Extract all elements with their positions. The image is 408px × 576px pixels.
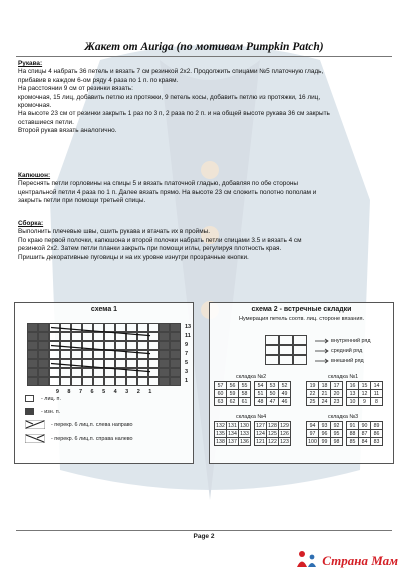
legend-cross-right: - перекр. 6 лиц.п. справа налево bbox=[51, 436, 133, 442]
fold-cell: 16 bbox=[347, 382, 359, 390]
fold-cell: 100 bbox=[308, 438, 317, 445]
fold-cell: 10 bbox=[347, 398, 359, 406]
sleeves-line: На расстоянии 9 см от резинки вязать: bbox=[18, 85, 133, 93]
row-arrows-icon bbox=[315, 337, 329, 373]
fold-cell: 121 bbox=[256, 438, 265, 445]
section-sleeves bbox=[18, 60, 392, 136]
assembly-line: Пришить декоративные пуговицы и на их уровне изнутри прозрачные кнопки. bbox=[18, 253, 249, 261]
chart-row-number: 11 bbox=[185, 333, 191, 339]
chart-row-number: 9 bbox=[185, 342, 189, 348]
sleeves-line: кромочная, 15 лиц, добавить петлю из протяжки, 9 петель косы, добавить петлю из протяжки, 16 лиц, bbox=[18, 93, 321, 101]
outer-row-label: внешний ряд bbox=[331, 358, 364, 364]
fold-label: складка №1 bbox=[328, 374, 359, 380]
fold-cell: 83 bbox=[371, 438, 383, 446]
inner-row-label: внутренний ряд bbox=[331, 338, 371, 344]
fold-cell: 62 bbox=[227, 398, 239, 406]
fold-table bbox=[306, 381, 343, 406]
sleeves-line: Второй рукав вязать аналогично. bbox=[18, 127, 117, 135]
page-title: Жакет от Auriga (по мотивам Pumpkin Patch) bbox=[84, 41, 324, 53]
fold-table bbox=[306, 421, 343, 446]
fold-grid-cell bbox=[279, 335, 293, 345]
scheme-1-title: схема 1 bbox=[90, 306, 118, 313]
hood-heading: Капюшон: bbox=[18, 172, 51, 179]
fold-cell: 134 bbox=[228, 430, 237, 437]
fold-cell: 127 bbox=[256, 422, 265, 429]
chart-row-number: 13 bbox=[185, 324, 192, 330]
fold-grid-cell bbox=[293, 355, 307, 365]
fold-cell: 90 bbox=[359, 422, 371, 430]
chart-col-number: 8 bbox=[67, 389, 71, 395]
scheme-2-title: схема 2 - встречные складки bbox=[251, 306, 352, 313]
section-assembly bbox=[18, 220, 392, 262]
fold-cell: 18 bbox=[319, 382, 331, 390]
fold-grid-cell bbox=[293, 335, 307, 345]
fold-cell: 85 bbox=[347, 438, 359, 446]
fold-cell: 123 bbox=[280, 438, 289, 445]
fold-label: складка №2 bbox=[236, 374, 267, 380]
fold-cell: 12 bbox=[359, 390, 371, 398]
fold-table bbox=[254, 381, 291, 406]
fold-grid-cell bbox=[279, 355, 293, 365]
fold-grid-cell bbox=[265, 335, 279, 345]
fold-cell: 24 bbox=[319, 398, 331, 406]
footer-divider bbox=[16, 530, 392, 531]
cable-line bbox=[51, 364, 150, 372]
fold-cell: 54 bbox=[255, 382, 267, 390]
fold-cell: 137 bbox=[228, 438, 237, 445]
cable-line bbox=[51, 346, 150, 354]
sleeves-line: кромочная. bbox=[18, 102, 52, 110]
cross-left-icon bbox=[25, 420, 45, 429]
fold-table bbox=[214, 421, 251, 446]
sleeves-line: прибавив в каждом 6-ом ряду 4 раза по 1 п. по краям. bbox=[18, 76, 179, 84]
fold-cell: 11 bbox=[371, 390, 383, 398]
cross-right-icon bbox=[25, 434, 45, 443]
cable-cross-lines bbox=[27, 319, 181, 388]
chart-col-number: 2 bbox=[136, 389, 140, 395]
chart-row-number: 1 bbox=[185, 378, 189, 384]
fold-cell: 84 bbox=[359, 438, 371, 446]
hood-line: закрыть петли при помощи третьей спицы. bbox=[18, 197, 146, 205]
fold-cell: 21 bbox=[319, 390, 331, 398]
fold-cell: 95 bbox=[331, 430, 343, 438]
hood-line: Переснять петли горловины на спицы 5 и вязать платочной гладью, добавляя по обе стороны bbox=[18, 180, 299, 188]
title-divider bbox=[16, 56, 392, 57]
fold-cell: 46 bbox=[279, 398, 291, 406]
page-number: Page 2 bbox=[193, 533, 215, 540]
chart-row-number: 5 bbox=[185, 360, 189, 366]
fold-cell: 59 bbox=[227, 390, 239, 398]
fold-cell: 130 bbox=[240, 422, 249, 429]
fold-cell: 86 bbox=[371, 430, 383, 438]
fold-cell: 89 bbox=[371, 422, 383, 430]
sleeves-heading: Рукава: bbox=[18, 60, 43, 67]
legend-knit: - лиц. п. bbox=[41, 396, 61, 402]
hood-line: центральной петли 4 раза по 1 п. Далее вязать прямо. На высоте 23 см сложить полотно пополам и bbox=[18, 188, 317, 196]
fold-cell: 50 bbox=[267, 390, 279, 398]
fold-cell: 91 bbox=[347, 422, 359, 430]
fold-cell: 132 bbox=[216, 422, 225, 429]
fold-cell: 15 bbox=[359, 382, 371, 390]
cable-line bbox=[51, 328, 150, 336]
fold-cell: 126 bbox=[280, 430, 289, 437]
scheme-1-legend bbox=[25, 395, 185, 459]
chart-row-number: 7 bbox=[185, 351, 189, 357]
site-logo bbox=[322, 553, 398, 569]
fold-cell: 138 bbox=[216, 438, 225, 445]
chart-col-number: 1 bbox=[148, 389, 152, 395]
fold-cell: 61 bbox=[239, 398, 251, 406]
fold-cell: 129 bbox=[280, 422, 289, 429]
logo-figures-icon bbox=[294, 550, 320, 568]
fold-cell: 93 bbox=[319, 422, 331, 430]
fold-cell: 131 bbox=[228, 422, 237, 429]
fold-cell: 22 bbox=[307, 390, 319, 398]
logo-text: Страна Мам bbox=[322, 553, 398, 568]
chart-col-number: 3 bbox=[125, 389, 129, 395]
fold-cell: 17 bbox=[331, 382, 343, 390]
fold-cell: 94 bbox=[307, 422, 319, 430]
fold-cell: 128 bbox=[268, 422, 277, 429]
fold-label: складка №4 bbox=[236, 414, 267, 420]
fold-grid-cell bbox=[293, 345, 307, 355]
assembly-line: По краю первой полочки, капюшона и второй полочки набрать петли спицами 3.5 и вязать 4 см bbox=[18, 236, 302, 244]
scheme-2-box bbox=[209, 302, 394, 464]
fold-grid-cell bbox=[279, 345, 293, 355]
sleeves-line: На спицы 4 набрать 36 петель и вязать 7 см резинкой 2х2. Продолжить спицами №5 платочную гладь, bbox=[18, 68, 324, 76]
fold-cell: 48 bbox=[255, 398, 267, 406]
fold-cell: 96 bbox=[319, 430, 331, 438]
fold-cell: 53 bbox=[267, 382, 279, 390]
fold-label: складка №3 bbox=[328, 414, 359, 420]
fold-cell: 9 bbox=[359, 398, 371, 406]
middle-row-label: средний ряд bbox=[331, 348, 363, 354]
fold-cell: 49 bbox=[279, 390, 291, 398]
fold-table bbox=[346, 421, 383, 446]
chart-col-number: 5 bbox=[102, 389, 106, 395]
fold-cell: 135 bbox=[216, 430, 225, 437]
fold-cell: 19 bbox=[307, 382, 319, 390]
sleeves-line: На высоте 23 см от резинки закрыть 1 раз по 3 п, 2 раза по 2 п. и на общей высоте рукава 36 см закрыть bbox=[18, 110, 330, 118]
knit-swatch bbox=[25, 395, 34, 402]
fold-cell: 63 bbox=[215, 398, 227, 406]
chart-col-number: 6 bbox=[90, 389, 94, 395]
fold-cell: 14 bbox=[371, 382, 383, 390]
scheme-1-box bbox=[14, 302, 194, 464]
legend-cross-left: - перекр. 6 лиц.п. слева направо bbox=[51, 422, 133, 428]
row-legend bbox=[315, 337, 395, 373]
fold-table bbox=[346, 381, 383, 406]
assembly-heading: Сборка: bbox=[18, 220, 44, 227]
fold-cell: 51 bbox=[255, 390, 267, 398]
fold-cell: 57 bbox=[215, 382, 227, 390]
assembly-line: резинкой 2х2. Затем петли планки закрыть при помощи иглы, регулируя плотность края. bbox=[18, 245, 282, 253]
fold-cell: 60 bbox=[215, 390, 227, 398]
fold-cell: 25 bbox=[307, 398, 319, 406]
fold-cell: 87 bbox=[359, 430, 371, 438]
assembly-line: Выполнить плечевые швы, сшить рукава и втачать их в проймы. bbox=[18, 228, 210, 236]
fold-cell: 47 bbox=[267, 398, 279, 406]
fold-cell: 8 bbox=[371, 398, 383, 406]
diagrams-area bbox=[14, 302, 394, 532]
fold-cell: 23 bbox=[331, 398, 343, 406]
section-hood bbox=[18, 172, 392, 206]
fold-cell: 136 bbox=[240, 438, 249, 445]
chart-col-number: 7 bbox=[78, 389, 83, 395]
chart-col-number: 9 bbox=[55, 389, 59, 395]
scheme-2-subtitle: Нумерация петель соотв. лиц. стороне вязания. bbox=[238, 316, 365, 322]
fold-cell: 133 bbox=[240, 430, 249, 437]
legend-purl: - изн. п. bbox=[41, 409, 61, 415]
fold-cell: 13 bbox=[347, 390, 359, 398]
fold-cell: 55 bbox=[239, 382, 251, 390]
fold-cell: 122 bbox=[268, 438, 277, 445]
fold-cell: 88 bbox=[347, 430, 359, 438]
fold-table bbox=[254, 421, 291, 446]
fold-cell: 92 bbox=[331, 422, 343, 430]
fold-cell: 124 bbox=[256, 430, 265, 437]
fold-cell: 99 bbox=[319, 438, 331, 446]
chart-row-number: 3 bbox=[185, 369, 189, 375]
fold-cell: 98 bbox=[331, 438, 343, 446]
fold-table bbox=[214, 381, 251, 406]
fold-cell: 56 bbox=[227, 382, 239, 390]
fold-cell: 58 bbox=[239, 390, 251, 398]
fold-cell: 20 bbox=[331, 390, 343, 398]
sleeves-line: оставшиеся петли. bbox=[18, 118, 74, 126]
fold-grid-cell bbox=[265, 345, 279, 355]
fold-cell: 97 bbox=[307, 430, 319, 438]
fold-cell: 52 bbox=[279, 382, 291, 390]
fold-grid-cell bbox=[265, 355, 279, 365]
chart-col-number: 4 bbox=[113, 389, 117, 395]
purl-swatch bbox=[25, 408, 34, 415]
fold-cell: 125 bbox=[268, 430, 277, 437]
